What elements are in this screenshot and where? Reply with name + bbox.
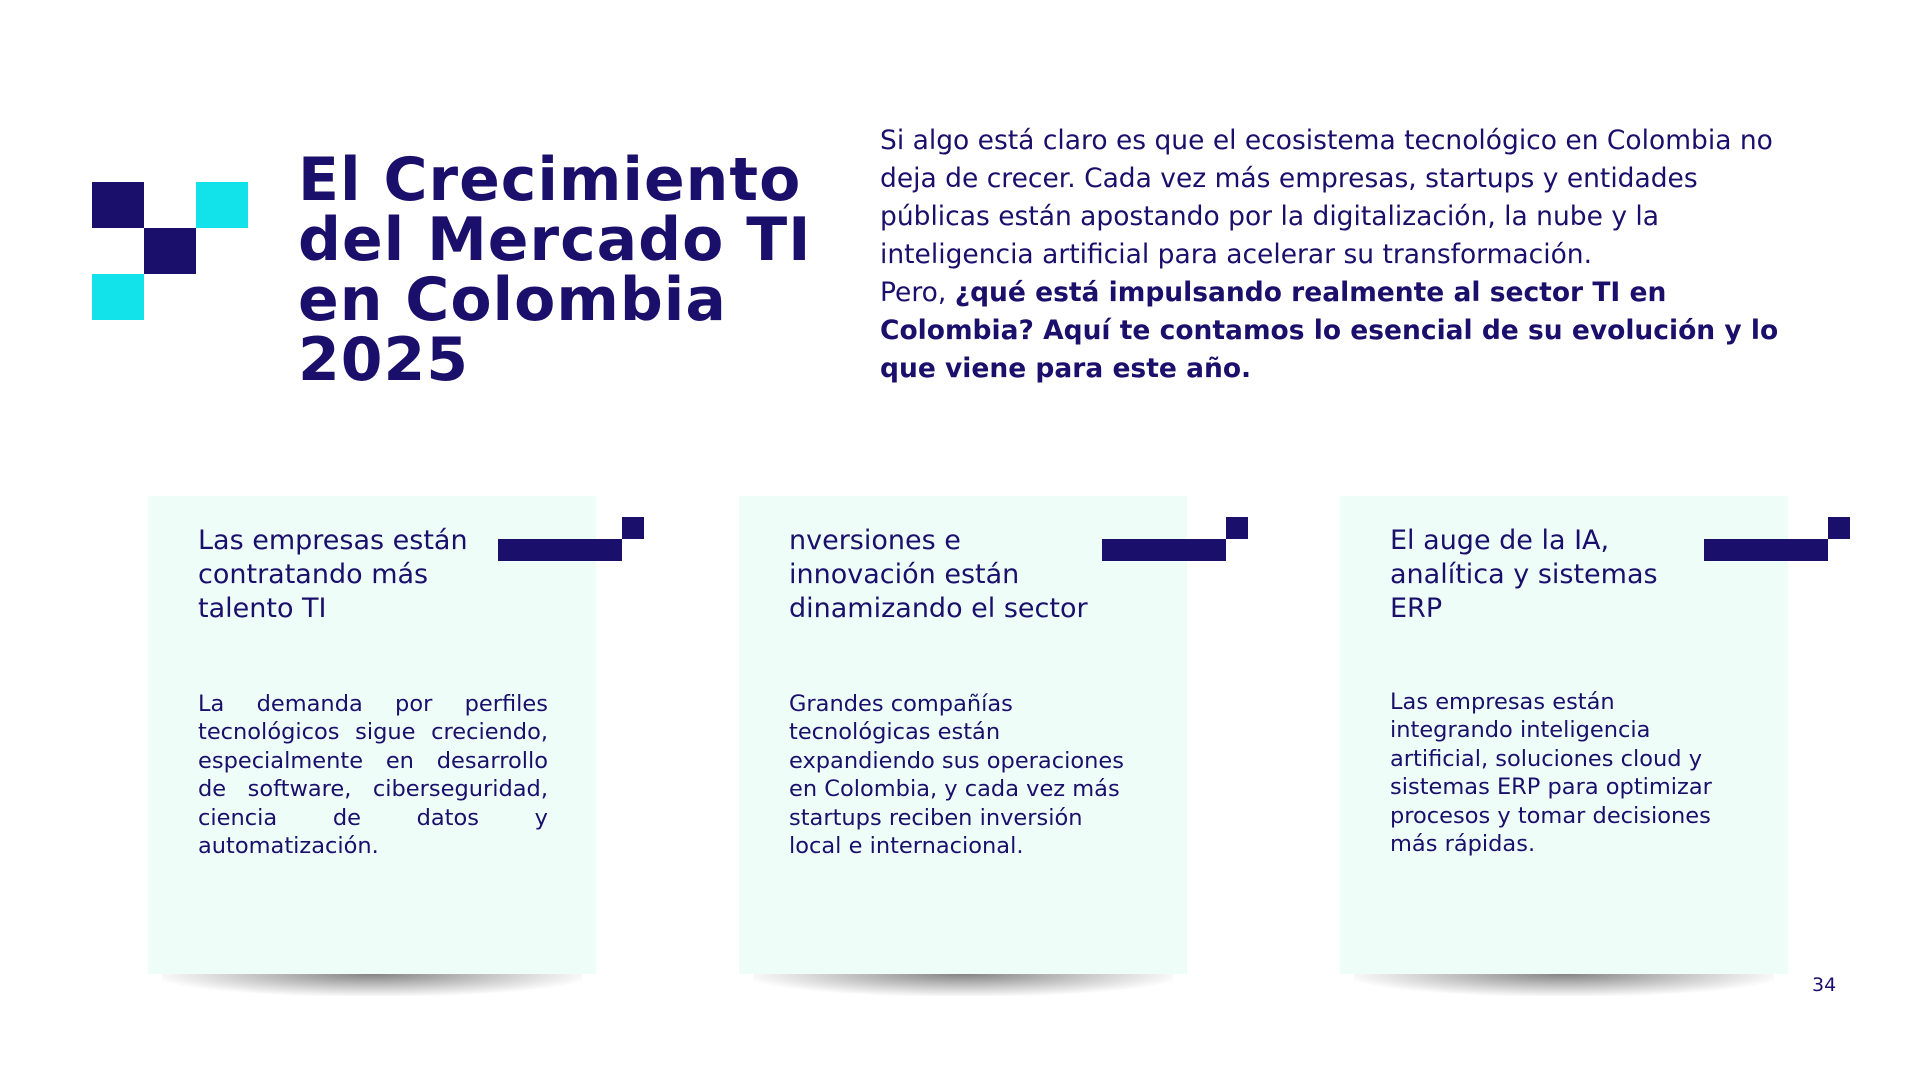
page-number: 34 <box>1812 974 1837 996</box>
card-ai-analytics <box>1340 496 1788 974</box>
card-title: El auge de la IA, analítica y sistemas ERP <box>1390 525 1658 624</box>
card-decoration-bar <box>1102 539 1226 561</box>
card-decoration-square <box>1226 517 1248 539</box>
logo-square-cyan-bottom <box>92 274 144 320</box>
intro-paragraph: Si algo está claro es que el ecosistema tecnológico en Colombia no deja de crecer. Cada vez más empresas, startups y entidades públicas están apostando por la digitalización, la nube y la inteligencia artificial para acelerar su transformación. <box>880 125 1773 270</box>
card-shadow <box>162 974 582 996</box>
card-body: Grandes compañías tecnológicas están expandiendo sus operaciones en Colombia, y cada vez más startups reciben inversión local e internacional. <box>789 691 1124 860</box>
card-decoration-square <box>1828 517 1850 539</box>
title-line-4: 2025 <box>298 325 469 395</box>
intro-question-bold: ¿qué está impulsando realmente al sector TI en Colombia? Aquí te contamos lo esencial de su evolución y lo que viene para este año. <box>880 277 1779 384</box>
logo-square-cyan-top <box>196 182 248 228</box>
card-decoration-bar <box>1704 539 1828 561</box>
title-line-2: del Mercado TI <box>298 205 812 275</box>
card-body: La demanda por perfiles tecnológicos sigue creciendo, especialmente en desarrollo de software, ciberseguridad, ciencia de datos y automatización. <box>198 691 548 860</box>
card-title: Las empresas están contratando más talento TI <box>198 525 468 624</box>
intro-text <box>880 122 1800 388</box>
title-line-1: El Crecimiento <box>298 145 802 215</box>
card-shadow <box>753 974 1173 996</box>
card-title: nversiones e innovación están dinamizando el sector <box>789 525 1088 624</box>
card-shadow <box>1354 974 1774 996</box>
intro-question-prefix: Pero, <box>880 277 955 308</box>
title-line-3: en Colombia <box>298 265 727 335</box>
card-investment <box>739 496 1187 974</box>
card-decoration-square <box>622 517 644 539</box>
logo-square-navy-top <box>92 182 144 228</box>
card-decoration-bar <box>498 539 622 561</box>
intro-question <box>880 274 1800 388</box>
card-body: Las empresas están integrando inteligencia artificial, soluciones cloud y sistemas ERP para optimizar procesos y tomar decisiones más rápidas. <box>1390 689 1712 858</box>
card-talent <box>148 496 596 974</box>
logo-square-navy-middle <box>144 228 196 274</box>
page-title <box>298 145 858 395</box>
